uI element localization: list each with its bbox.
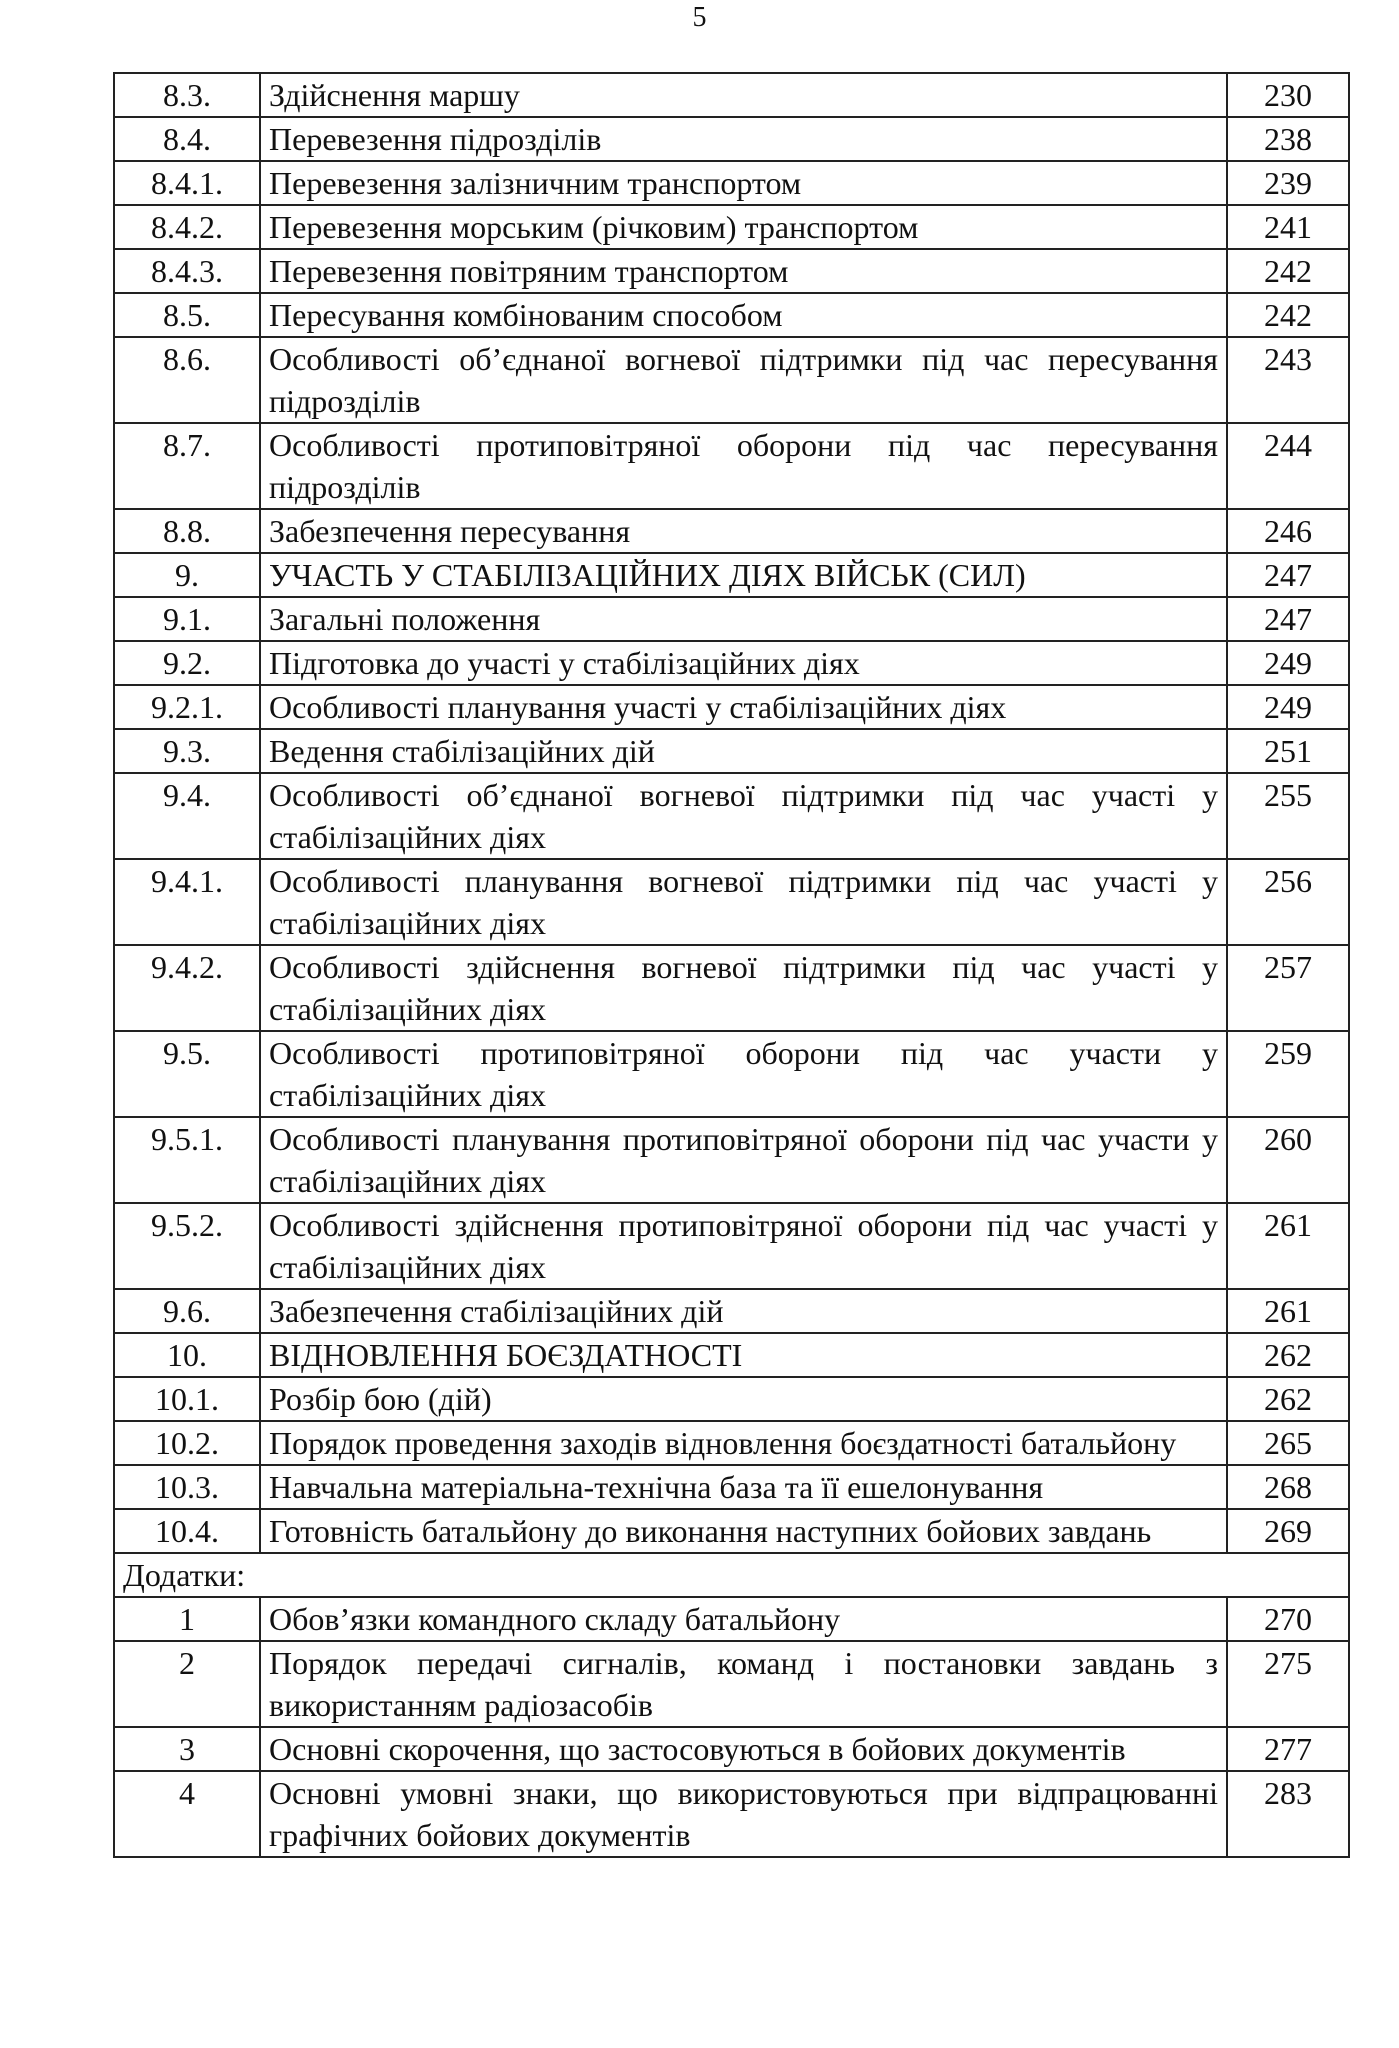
toc-row — [114, 1421, 1349, 1465]
page-ref: 261 — [1227, 1203, 1349, 1289]
page-ref: 247 — [1227, 597, 1349, 641]
page-ref: 238 — [1227, 117, 1349, 161]
toc-row — [114, 1465, 1349, 1509]
section-title: Здійснення маршу — [260, 73, 1227, 117]
page-ref: 275 — [1227, 1641, 1349, 1727]
section-number: 8.4.2. — [114, 205, 260, 249]
toc-row — [114, 945, 1349, 1031]
page-ref: 244 — [1227, 423, 1349, 509]
page-ref: 260 — [1227, 1117, 1349, 1203]
appendix-row — [114, 1597, 1349, 1641]
appendix-header: Додатки: — [114, 1553, 1349, 1597]
toc-row — [114, 337, 1349, 423]
page-ref: 239 — [1227, 161, 1349, 205]
section-number: 9.5.1. — [114, 1117, 260, 1203]
toc-row — [114, 423, 1349, 509]
appendix-number: 3 — [114, 1727, 260, 1771]
page-ref: 251 — [1227, 729, 1349, 773]
toc-row — [114, 161, 1349, 205]
appendix-title: Порядок передачі сигналів, команд і постановки завдань з використанням радіозасобів — [260, 1641, 1227, 1727]
section-number: 8.4. — [114, 117, 260, 161]
section-number: 10.4. — [114, 1509, 260, 1553]
section-number: 8.8. — [114, 509, 260, 553]
section-number: 9.1. — [114, 597, 260, 641]
toc-row — [114, 597, 1349, 641]
section-number: 9.5.2. — [114, 1203, 260, 1289]
page-ref: 259 — [1227, 1031, 1349, 1117]
section-number: 10. — [114, 1333, 260, 1377]
toc-row — [114, 1509, 1349, 1553]
toc-row — [114, 293, 1349, 337]
section-title: Перевезення підрозділів — [260, 117, 1227, 161]
section-number: 8.5. — [114, 293, 260, 337]
appendix-number: 2 — [114, 1641, 260, 1727]
section-number: 8.4.1. — [114, 161, 260, 205]
toc-row — [114, 553, 1349, 597]
section-number: 8.3. — [114, 73, 260, 117]
page-ref: 255 — [1227, 773, 1349, 859]
page-ref: 242 — [1227, 293, 1349, 337]
section-title: Розбір бою (дій) — [260, 1377, 1227, 1421]
toc-row — [114, 1031, 1349, 1117]
section-number: 9.2. — [114, 641, 260, 685]
page-ref: 249 — [1227, 641, 1349, 685]
section-title: Підготовка до участі у стабілізаційних діях — [260, 641, 1227, 685]
toc-row — [114, 773, 1349, 859]
page-ref: 262 — [1227, 1333, 1349, 1377]
section-title: Ведення стабілізаційних дій — [260, 729, 1227, 773]
toc-row — [114, 117, 1349, 161]
section-title: ВІДНОВЛЕННЯ БОЄЗДАТНОСТІ — [260, 1333, 1227, 1377]
toc-row — [114, 1203, 1349, 1289]
page-ref: 257 — [1227, 945, 1349, 1031]
page-number: 5 — [692, 2, 707, 33]
appendix-number: 1 — [114, 1597, 260, 1641]
toc-row — [114, 73, 1349, 117]
page-ref: 243 — [1227, 337, 1349, 423]
page-ref: 262 — [1227, 1377, 1349, 1421]
toc-body — [114, 73, 1349, 1857]
page-ref: 269 — [1227, 1509, 1349, 1553]
section-title: Особливості об’єднаної вогневої підтримки під час пересування підрозділів — [260, 337, 1227, 423]
section-number: 9.6. — [114, 1289, 260, 1333]
toc-row — [114, 641, 1349, 685]
page-ref: 283 — [1227, 1771, 1349, 1857]
section-number: 10.1. — [114, 1377, 260, 1421]
toc-row — [114, 859, 1349, 945]
toc-row — [114, 249, 1349, 293]
section-title: УЧАСТЬ У СТАБІЛІЗАЦІЙНИХ ДІЯХ ВІЙСЬК (СИЛ) — [260, 553, 1227, 597]
appendix-title: Основні умовні знаки, що використовуються при відпрацюванні графічних бойових документів — [260, 1771, 1227, 1857]
section-title: Пересування комбінованим способом — [260, 293, 1227, 337]
appendix-title: Основні скорочення, що застосовуються в бойових документів — [260, 1727, 1227, 1771]
appendix-row — [114, 1727, 1349, 1771]
page-ref: 277 — [1227, 1727, 1349, 1771]
toc-row — [114, 509, 1349, 553]
page-ref: 249 — [1227, 685, 1349, 729]
appendix-row — [114, 1641, 1349, 1727]
page-ref: 261 — [1227, 1289, 1349, 1333]
page-ref: 242 — [1227, 249, 1349, 293]
page-ref: 230 — [1227, 73, 1349, 117]
section-number: 10.2. — [114, 1421, 260, 1465]
appendix-title: Обов’язки командного складу батальйону — [260, 1597, 1227, 1641]
section-title: Готовність батальйону до виконання наступних бойових завдань — [260, 1509, 1227, 1553]
toc-row — [114, 1377, 1349, 1421]
page-ref: 247 — [1227, 553, 1349, 597]
appendix-number: 4 — [114, 1771, 260, 1857]
page-ref: 270 — [1227, 1597, 1349, 1641]
section-number: 9.4. — [114, 773, 260, 859]
section-title: Особливості здійснення протиповітряної оборони під час участі у стабілізаційних діях — [260, 1203, 1227, 1289]
section-number: 10.3. — [114, 1465, 260, 1509]
appendix-header-row — [114, 1553, 1349, 1597]
section-number: 9.4.2. — [114, 945, 260, 1031]
section-title: Перевезення морським (річковим) транспортом — [260, 205, 1227, 249]
toc-row — [114, 1289, 1349, 1333]
section-title: Навчальна матеріальна-технічна база та її ешелонування — [260, 1465, 1227, 1509]
page-ref: 246 — [1227, 509, 1349, 553]
section-number: 9. — [114, 553, 260, 597]
section-title: Особливості планування участі у стабілізаційних діях — [260, 685, 1227, 729]
toc-row — [114, 1117, 1349, 1203]
section-number: 9.4.1. — [114, 859, 260, 945]
section-title: Особливості планування протиповітряної оборони під час участи у стабілізаційних діях — [260, 1117, 1227, 1203]
page-ref: 241 — [1227, 205, 1349, 249]
section-title: Перевезення повітряним транспортом — [260, 249, 1227, 293]
page-ref: 265 — [1227, 1421, 1349, 1465]
section-title: Перевезення залізничним транспортом — [260, 161, 1227, 205]
appendix-row — [114, 1771, 1349, 1857]
section-number: 9.5. — [114, 1031, 260, 1117]
section-number: 9.2.1. — [114, 685, 260, 729]
section-title: Особливості протиповітряної оборони під час участи у стабілізаційних діях — [260, 1031, 1227, 1117]
section-title: Особливості об’єднаної вогневої підтримки під час участі у стабілізаційних діях — [260, 773, 1227, 859]
toc-row — [114, 205, 1349, 249]
page-ref: 268 — [1227, 1465, 1349, 1509]
toc-row — [114, 685, 1349, 729]
section-title: Забезпечення стабілізаційних дій — [260, 1289, 1227, 1333]
section-title: Особливості планування вогневої підтримки під час участі у стабілізаційних діях — [260, 859, 1227, 945]
section-number: 9.3. — [114, 729, 260, 773]
table-of-contents — [113, 72, 1350, 1858]
section-title: Порядок проведення заходів відновлення боєздатності батальйону — [260, 1421, 1227, 1465]
section-number: 8.4.3. — [114, 249, 260, 293]
section-title: Загальні положення — [260, 597, 1227, 641]
section-title: Особливості протиповітряної оборони під час пересування підрозділів — [260, 423, 1227, 509]
section-title: Забезпечення пересування — [260, 509, 1227, 553]
toc-row — [114, 729, 1349, 773]
page-ref: 256 — [1227, 859, 1349, 945]
section-title: Особливості здійснення вогневої підтримки під час участі у стабілізаційних діях — [260, 945, 1227, 1031]
section-number: 8.6. — [114, 337, 260, 423]
toc-row — [114, 1333, 1349, 1377]
section-number: 8.7. — [114, 423, 260, 509]
